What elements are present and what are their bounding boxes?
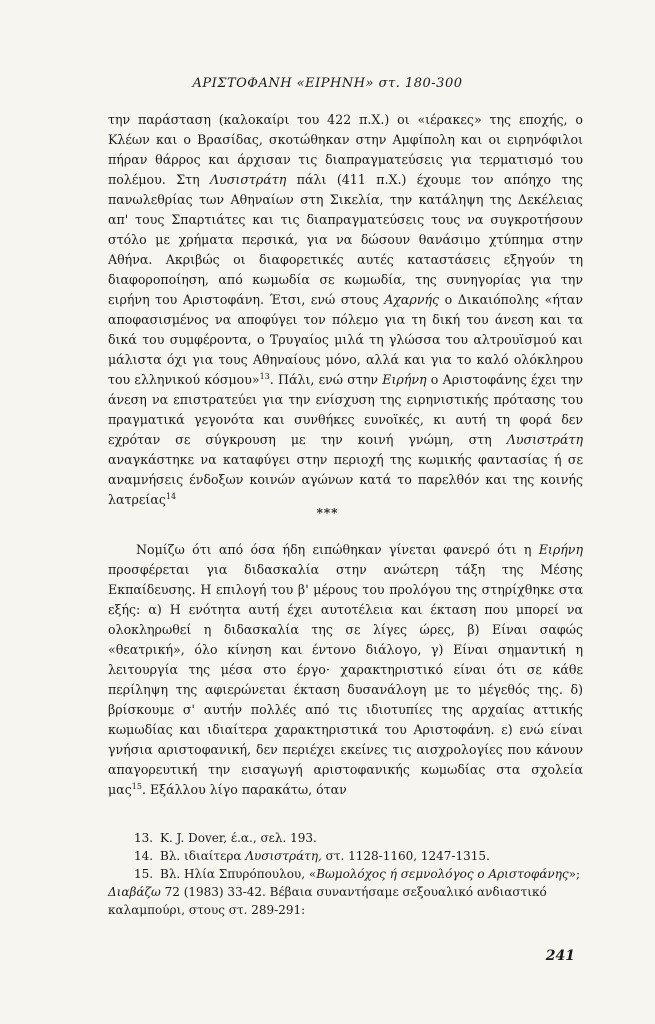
- running-head: ΑΡΙΣΤΟΦΑΝΗ «ΕΙΡΗΝΗ» στ. 180-300: [192, 76, 463, 91]
- text-run: στ. 1128-1160, 1247-1315.: [321, 849, 490, 863]
- text-run: »;: [568, 867, 581, 881]
- italic-title: Λυσιστράτη: [506, 432, 583, 447]
- text-run: ο Δικαιόπολης «ήταν αποφασισμένος να αποφύγει τον πόλεμο για τη δική του άνεση και τα δικά του συμφέροντα, ο Τρυγαίος μιλά τη γλώσσα του αλτρουϊσμού και μάλιστα όχι για τους Αθηναίους μόνο, αλλά και για το καλό ολόκληρου του ελληνικού κόσμου»: [108, 292, 583, 387]
- text-run: την παράσταση (καλοκαίρι του 422 π.Χ.) οι «ιέρακες» της εποχής, ο Κλέων και ο Βρασίδας, σκοτώθηκαν στην Αμφίπολη και οι ειρηνόφιλοι πήραν θάρρος και άρχισαν τις διαπραγματεύσεις για τερματισμό του πολέμου. Στη: [108, 112, 583, 187]
- footnote-number: 15.: [134, 867, 154, 881]
- text-run: Νομίζω ότι από όσα ήδη ειπώθηκαν γίνεται φανερό ότι η: [136, 542, 539, 557]
- footnote-number: 13.: [134, 831, 154, 845]
- italic-title: Ειρήνη: [538, 542, 583, 557]
- text-run: Βλ. ιδιαίτερα: [160, 849, 246, 863]
- footnote-ref: 13: [259, 371, 270, 381]
- text-run: αναγκάστηκε να καταφύγει στην περιοχή της κωμικής φαντασίας ή σε αναμνήσεις ένδοξων κοινών αγώνων κατά το παρελθόν και της κοινής λατρείας: [108, 452, 583, 507]
- footnote-ref: 15: [131, 781, 142, 791]
- footnotes: [108, 829, 583, 919]
- italic-title: Αχαρνής: [384, 292, 440, 307]
- italic-title: Λυσιστράτη,: [245, 849, 322, 863]
- footnote-13: [108, 829, 583, 847]
- footnote-ref: 14: [165, 491, 177, 501]
- italic-title: Ειρήνη: [382, 372, 427, 387]
- text-run: πάλι (411 π.Χ.) έχουμε τον απόηχο της πανωλεθρίας των Αθηναίων στη Σικελία, την κατάληψη της Δεκέλειας απ' τους Σπαρτιάτες και τις διαπραγματεύσεις τους να συγκροτήσουν στόλο με χρήματα περσικά, για να δώσουν θανάσιμο χτύπημα στην Αθήνα. Ακριβώς οι διαφορετικές αυτές καταστάσεις εξηγούν τη διαφοροποίηση, από κωμωδία σε κωμωδία, της συνηγορίας για την ειρήνη του Αριστοφάνη. Έτσι, ενώ στους: [108, 172, 583, 307]
- footnote-number: 14.: [134, 849, 154, 863]
- page-number: 241: [545, 948, 575, 964]
- body-paragraph-2: [108, 540, 583, 800]
- text-run: προσφέρεται για διδασκαλία στην ανώτερη τάξη της Μέσης Εκπαίδευσης. Η επιλογή του β' μέρους του προλόγου της στηρίχθηκε στα εξής: α) Η ενότητα αυτή έχει αυτοτέλεια και έκταση που μπορεί να ολοκληρωθεί η διδασκαλία της σε λίγες ώρες, β) Είναι σαφώς «θεατρική», όλο κίνηση και έντονο διάλογο, γ) Είναι σημαντική η λειτουργία της μέσα στο έργο· χαρακτηριστικό είναι ότι σε κάθε περίληψη της αφιερώνεται έκταση δυσανάλογη με το μέγεθός της. δ) βρίσκουμε σ' αυτήν πολλές από τις ιδιοτυπίες της αρχαίας αττικής κωμωδίας και ιδιαίτερα χαρακτηριστικά του Αριστοφάνη. ε) ενώ είναι γνήσια αριστοφανική, δεν περιέχει εκείνες τις αισχρολογίες που κάνουν απαγορευτική την εισαγωγή αριστοφανικής κωμωδίας στα σχολεία μας: [108, 562, 583, 797]
- footnote-14: [108, 847, 583, 865]
- body-paragraph-1: [108, 110, 583, 510]
- text-run: . Πάλι, ενώ στην: [269, 372, 383, 387]
- italic-title: Λυσιστράτη: [210, 172, 287, 187]
- italic-title: Βωμολόχος ή σεμνολόγος ο Αριστοφάνης: [316, 867, 569, 881]
- section-separator: ***: [316, 506, 339, 520]
- text-run: ο Αριστοφάνης έχει την άνεση να επιστρατεύει για την ενίσχυση της ειρηνιστικής πρότασης του πραγματικά γεγονότα και συνθήκες ευνοϊκές, κι αυτή τη φορά δεν εχρόταν σε σύγκρουση με την κοινή γνώμη, στη: [108, 372, 584, 447]
- text-run: 72 (1983) 33-42. Βέβαια συναντήσαμε σεξουαλικό ανδιαστικό καλαμπούρι, στους στ. 289-291:: [108, 885, 547, 917]
- text-run: K. J. Dover, έ.α., σελ. 193.: [160, 831, 317, 845]
- italic-title: Διαβάζω: [108, 885, 161, 899]
- footnote-15: [108, 865, 583, 919]
- text-run: Βλ. Ηλία Σπυρόπουλου, «: [160, 867, 317, 881]
- text-run: . Εξάλλου λίγο παρακάτω, όταν: [141, 782, 347, 797]
